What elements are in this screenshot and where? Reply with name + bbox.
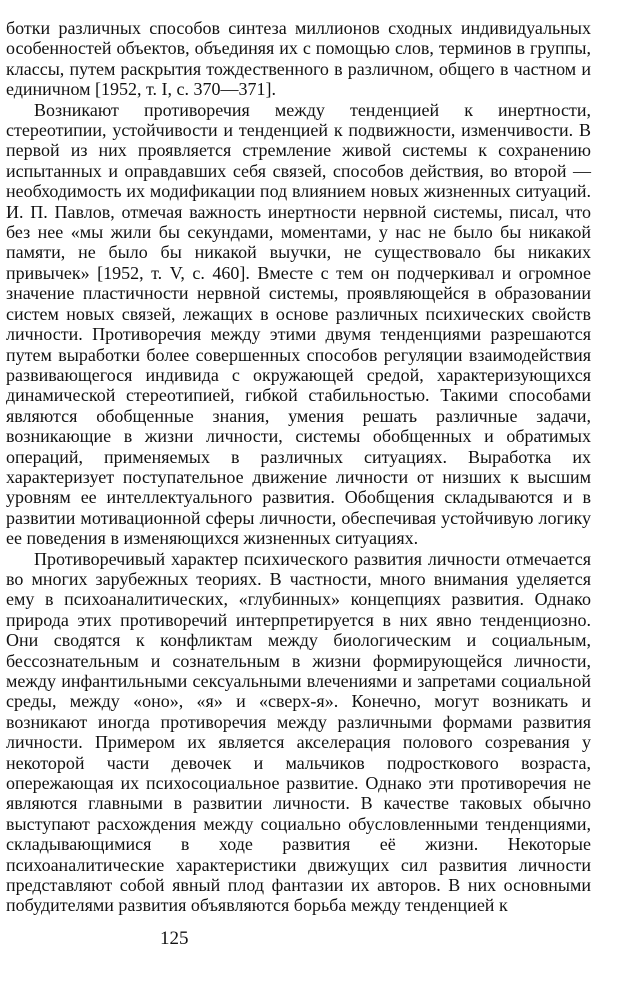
paragraph-foreign-theories: Противоречивый характер психического развития личности отмечается во многих зарубежных теориях. В частности, много внимания уделяется ему в психоаналитических, «глубинных» концепциях развития. Однако природа этих противоречий интерпретируется в них явно тенденциозно. Они сводятся к конфликтам между биологическим и социальным, бессознательным и сознательным в жизни формирующейся личности, между инфантильными сексуальными влечениями и запретами социальной среды, между «оно», «я» и «сверх-я». Конечно, могут возникать и возникают иногда противоречия между различными формами развития личности. Примером их является акселерация полового созревания у некоторой части девочек и мальчиков подросткового возраста, опережающая их психосоциальное развитие. Однако эти противоречия не являются главными в развитии личности. В качестве таковых обычно выступают расхождения между социально обусловленными тенденциями, складывающимися в ходе развития её жизни. Некоторые психоаналитические характеристики движущих сил развития личности представляют собой явный плод фантазии их авторов. В них основными побудителями развития объявляются борьба между тенденцией к [6,548,591,916]
body-text [6,18,591,916]
paragraph-contradictions-inertia: Возникают противоречия между тенденцией к инертности, стереотипии, устойчивости и тенденцией к подвижности, изменчивости. В первой из них проявляется стремление живой системы к сохранению испытанных и оправдавших себя связей, способов действия, во второй — необходимость их модификации под влиянием новых жизненных ситуаций. И. П. Павлов, отмечая важность инертности нервной системы, писал, что без нее «мы жили бы секундами, моментами, у нас не было бы никакой памяти, не было бы никакой выучки, не существовало бы никаких привычек» [1952, т. V, с. 460]. Вместе с тем он подчеркивал и огромное значение пластичности нервной системы, проявляющейся в образовании систем новых связей, лежащих в основе различных психических свойств личности. Противоречия между этими двумя тенденциями разрешаются путем выработки более совершенных способов регуляции взаимодействия развивающегося индивида с окружающей средой, характеризующихся динамической стереотипией, гибкой стабильностью. Такими способами являются обобщенные знания, умения решать различные задачи, возникающие в жизни личности, системы обобщенных и обратимых операций, применяемых в различных ситуациях. Выработка их характеризует поступательное движение личности от низших к высшим уровням ее интеллектуального развития. Обобщения складываются и в развитии мотивационной сферы личности, обеспечивая устойчивую логику ее поведения в изменяющихся жизненных ситуациях. [6,99,591,549]
paragraph-continuation: ботки различных способов синтеза миллионов сходных индивидуальных особенностей объектов, объединяя их с помощью слов, терминов в группы, классы, путем раскрытия тождественного в различном, общего в частном и единичном [1952, т. I, с. 370—371]. [6,18,591,100]
page-number: 125 [160,928,189,949]
